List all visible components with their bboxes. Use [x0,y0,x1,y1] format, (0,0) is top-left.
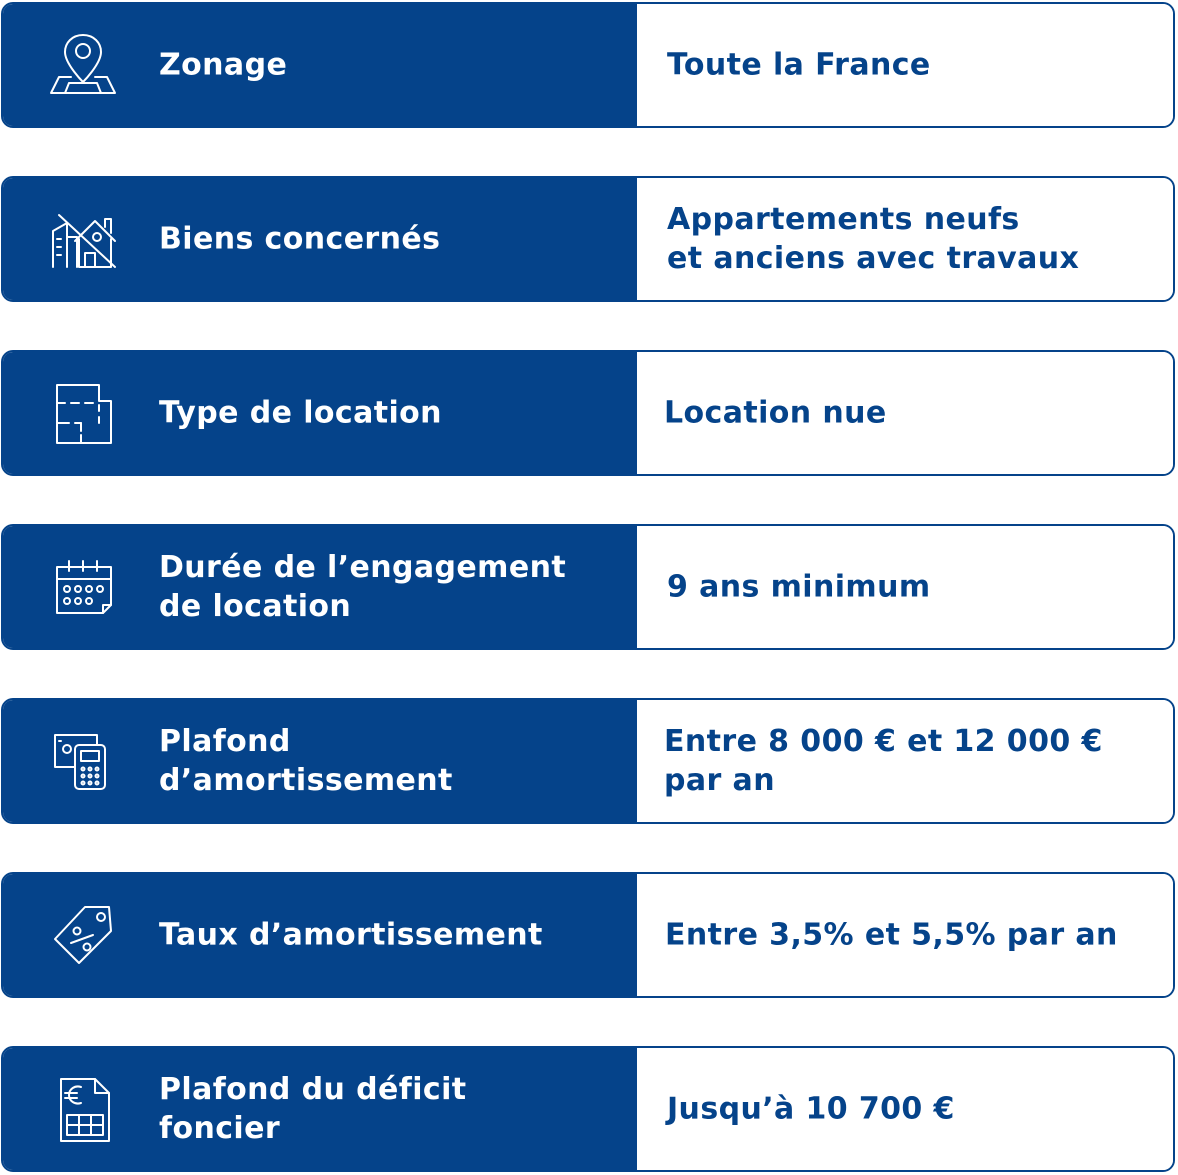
row-value: Jusqu’à 10 700 € [667,1091,955,1127]
row-value: 9 ans minimum [667,569,931,605]
row-value-cell [637,1048,1173,1170]
row-header [3,1048,637,1170]
table-row-plafond-amortissement [1,698,1175,824]
row-value-cell [637,4,1173,126]
row-value: Toute la France [667,47,931,83]
row-label: Biens concernés [159,221,441,257]
row-value: Entre 8 000 € et 12 000 € par an [664,724,1103,798]
row-header [3,700,637,822]
percent-tag-icon [45,897,121,973]
row-label: Durée de l’engagement de location [159,550,567,624]
table-row-deficit [1,1046,1175,1172]
buildings-icon [45,201,121,277]
row-header [3,352,637,474]
row-value-cell [637,700,1173,822]
table-row-biens [1,176,1175,302]
row-value: Location nue [664,395,887,431]
row-label: Taux d’amortissement [159,917,543,953]
row-value: Appartements neufs et anciens avec travaux [667,202,1080,276]
table-row-zonage [1,2,1175,128]
floor-plan-icon [45,375,121,451]
row-value: Entre 3,5% et 5,5% par an [665,917,1118,953]
calendar-icon [45,549,121,625]
table-row-duree [1,524,1175,650]
row-label: Zonage [159,47,288,83]
row-value-cell [637,526,1173,648]
table-row-type [1,350,1175,476]
row-header [3,4,637,126]
row-label: Plafond d’amortissement [159,724,453,798]
euro-document-icon [45,1071,121,1147]
row-label: Type de location [159,395,442,431]
row-value-cell [637,178,1173,300]
calculator-money-icon [45,723,121,799]
location-pin-icon [45,27,121,103]
row-header [3,178,637,300]
row-header [3,874,637,996]
row-header [3,526,637,648]
row-value-cell [637,352,1173,474]
row-label: Plafond du déficit foncier [159,1072,467,1146]
row-value-cell [637,874,1173,996]
table-row-taux [1,872,1175,998]
